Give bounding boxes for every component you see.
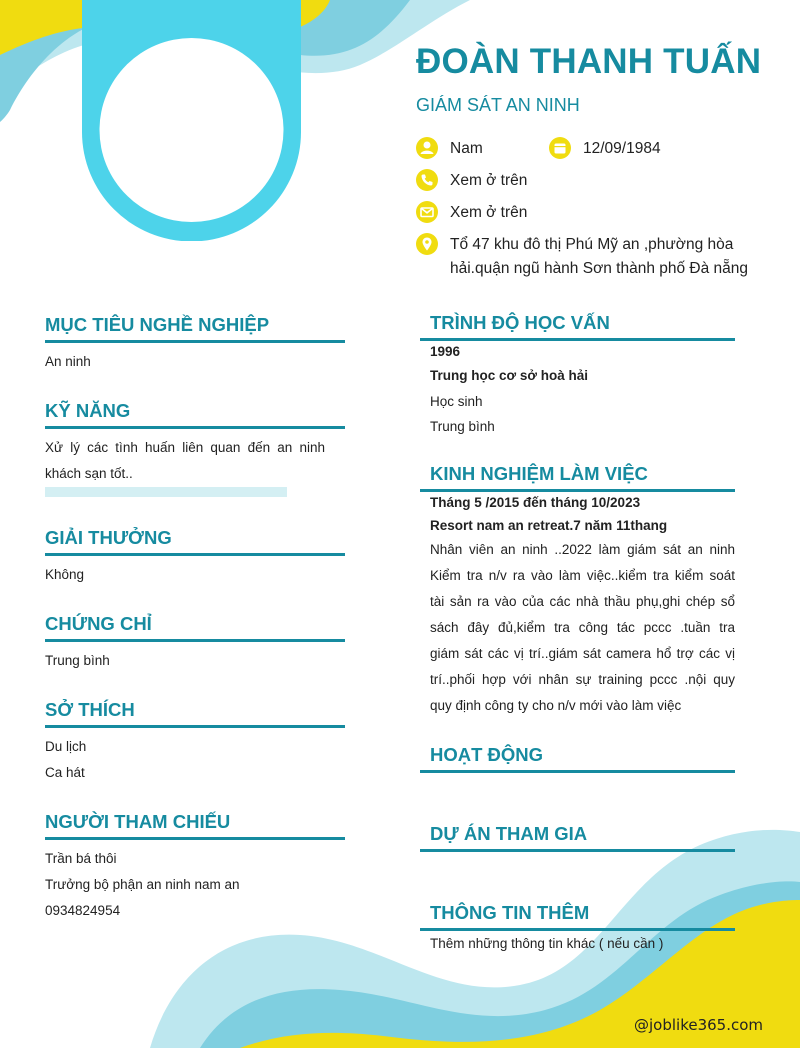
experience-title: KINH NGHIỆM LÀM VIỆC (430, 463, 648, 484)
location-icon (416, 233, 438, 255)
references-block (45, 846, 240, 924)
candidate-name: ĐOÀN THANH TUẤN (416, 42, 762, 81)
education-title: TRÌNH ĐỘ HỌC VẤN (430, 312, 610, 333)
skills-line-2: khách sạn tốt.. (45, 466, 133, 481)
address-line-1: Tổ 47 khu đô thị Phú Mỹ an ,phường hòa (450, 236, 734, 253)
email-icon (416, 201, 438, 223)
education-year: 1996 (430, 344, 461, 359)
certificates-text: Trung bình (45, 653, 110, 668)
activities-title: HOẠT ĐỘNG (430, 744, 544, 765)
extra-info-title: THÔNG TIN THÊM (430, 902, 590, 923)
footer-brand: @joblike365.com (634, 1016, 764, 1034)
phone-icon (416, 169, 438, 191)
skills-rule (45, 426, 345, 429)
experience-line: Kiểm tra n/v ra vào làm việc..kiểm tra kiểm soát (430, 568, 735, 583)
objective-title: MỤC TIÊU NGHỀ NGHIỆP (45, 314, 270, 335)
calendar-icon (549, 137, 571, 159)
references-title: NGƯỜI THAM CHIẾU (45, 811, 231, 832)
education-block (430, 340, 588, 439)
phone-value: Xem ở trên (450, 172, 528, 189)
education-major: Học sinh (430, 394, 483, 409)
experience-company: Resort nam an retreat.7 năm 11thang (430, 518, 668, 533)
hobbies-list (45, 734, 86, 786)
awards-title: GIẢI THƯỞNG (45, 527, 172, 548)
hobby-item: Du lịch (45, 739, 87, 754)
experience-line: tài sản ra vào của các nhà thầu phụ,ghi chép sổ (430, 594, 735, 609)
certificates-rule (45, 639, 345, 642)
experience-line: trí..phối hợp với nhân sự training pccc .nội quy (430, 672, 735, 687)
address-value (450, 233, 770, 281)
objective-text: An ninh (45, 354, 91, 369)
experience-line: Nhân viên an ninh ..2022 làm giám sát an ninh (430, 542, 735, 557)
education-grade: Trung bình (430, 419, 495, 434)
experience-line: sách đây đủ,kiểm tra công tác pccc .tuần tra (430, 620, 735, 635)
education-school: Trung học cơ sở hoà hải (430, 368, 588, 383)
skills-text (45, 435, 325, 487)
skills-title: KỸ NĂNG (45, 400, 131, 421)
experience-block (430, 491, 735, 719)
certificates-title: CHỨNG CHỈ (45, 613, 152, 634)
photo-frame (82, 0, 301, 241)
reference-name: Trần bá thôi (45, 851, 117, 866)
skills-line-1: Xử lý các tình huấn liên quan đến an ninh (45, 440, 325, 455)
gender-value: Nam (450, 140, 483, 157)
hobby-item: Ca hát (45, 765, 85, 780)
avatar-placeholder (100, 38, 284, 222)
email-value: Xem ở trên (450, 204, 528, 221)
experience-period: Tháng 5 /2015 đến tháng 10/2023 (430, 495, 641, 510)
activities-rule (420, 770, 735, 773)
objective-rule (45, 340, 345, 343)
candidate-role: GIÁM SÁT AN NINH (416, 95, 580, 115)
extra-info-text: Thêm những thông tin khác ( nếu cần ) (430, 936, 664, 951)
references-rule (45, 837, 345, 840)
awards-text: Không (45, 567, 85, 582)
awards-rule (45, 553, 345, 556)
reference-phone: 0934824954 (45, 903, 121, 918)
address-line-2: hải.quận ngũ hành Sơn thành phố Đà nẵng (450, 260, 749, 277)
reference-position: Trưởng bộ phận an ninh nam an (45, 877, 240, 892)
birthdate-value: 12/09/1984 (583, 140, 661, 157)
person-icon (416, 137, 438, 159)
hobbies-rule (45, 725, 345, 728)
experience-line: quy định công ty cho n/v mới vào làm việc (430, 698, 682, 713)
projects-rule (420, 849, 735, 852)
skill-level-bar (45, 487, 287, 497)
experience-line: giám sát các vị trí..giám sát camera hổ trợ các vị (430, 646, 735, 661)
hobbies-title: SỞ THÍCH (45, 699, 135, 720)
projects-title: DỰ ÁN THAM GIA (430, 823, 588, 844)
